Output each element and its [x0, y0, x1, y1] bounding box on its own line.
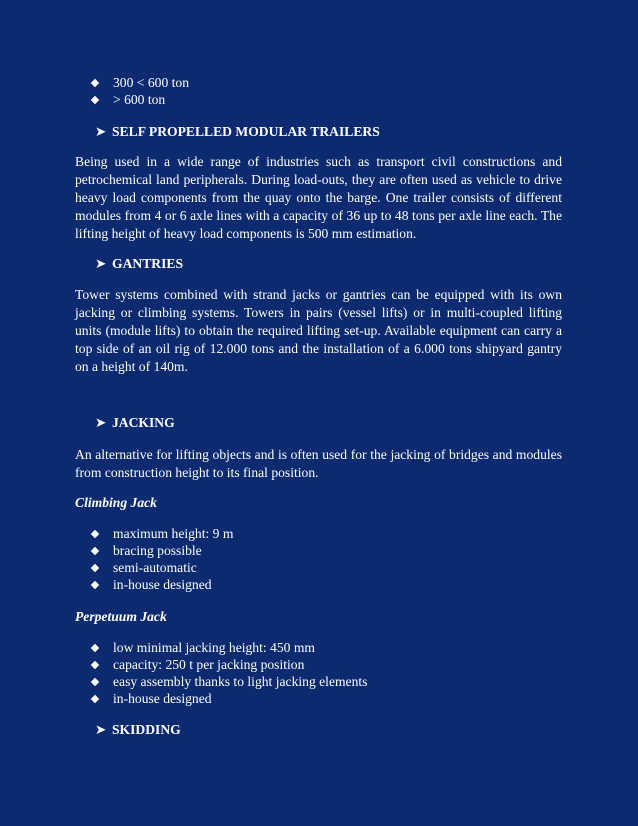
heading-jacking: ➤ JACKING [95, 415, 175, 430]
capacity-list [75, 74, 562, 108]
diamond-bullet-icon [91, 695, 99, 703]
list-item: bracing possible [75, 542, 562, 559]
diamond-bullet-icon [91, 547, 99, 555]
list-item: easy assembly thanks to light jacking elements [75, 673, 562, 690]
list-item: semi-automatic [75, 559, 562, 576]
diamond-bullet-icon [91, 678, 99, 686]
diamond-bullet-icon [91, 96, 99, 104]
gantries-paragraph: Tower systems combined with strand jacks or gantries can be equipped with its own jacking or climbing systems. Towers in pairs (vessel lifts) or in multi-coupled lifting units (module lifts) to obtain the required lifting set-up. Available equipment can carry a top side of an oil rig of 12.000 tons and the installation of a 6.000 tons shipyard gantry on a height of 140m. [75, 287, 562, 374]
diamond-bullet-icon [91, 79, 99, 87]
arrow-bullet-icon: ➤ [95, 124, 107, 139]
list-item: maximum height: 9 m [75, 525, 562, 542]
list-item: low minimal jacking height: 450 mm [75, 639, 562, 656]
list-item: in-house designed [75, 690, 562, 707]
arrow-bullet-icon: ➤ [95, 415, 107, 430]
list-item: > 600 ton [75, 91, 562, 108]
climbing-jack-title: Climbing Jack [75, 495, 157, 510]
heading-spmt: ➤ SELF PROPELLED MODULAR TRAILERS [95, 124, 380, 139]
heading-skidding: ➤ SKIDDING [95, 722, 181, 737]
climbing-jack-list [75, 525, 562, 593]
jacking-paragraph: An alternative for lifting objects and is often used for the jacking of bridges and modules from construction height to its final position. [75, 447, 562, 480]
list-item: capacity: 250 t per jacking position [75, 656, 562, 673]
diamond-bullet-icon [91, 564, 99, 572]
list-item: 300 < 600 ton [75, 74, 562, 91]
diamond-bullet-icon [91, 581, 99, 589]
diamond-bullet-icon [91, 644, 99, 652]
spmt-paragraph: Being used in a wide range of industries such as transport civil constructions and petrochemical land peripherals. During load-outs, they are often used as vehicle to drive heavy load components from the quay onto the barge. One trailer consists of different modules from 4 or 6 axle lines with a capacity of 36 up to 48 tons per axle line each. The lifting height of heavy load components is 500 mm estimation. [75, 154, 562, 241]
arrow-bullet-icon: ➤ [95, 722, 107, 737]
diamond-bullet-icon [91, 661, 99, 669]
perpetuum-jack-list [75, 639, 562, 707]
perpetuum-jack-title: Perpetuum Jack [75, 609, 167, 624]
list-item: in-house designed [75, 576, 562, 593]
diamond-bullet-icon [91, 530, 99, 538]
heading-gantries: ➤ GANTRIES [95, 256, 184, 271]
arrow-bullet-icon: ➤ [95, 256, 107, 271]
